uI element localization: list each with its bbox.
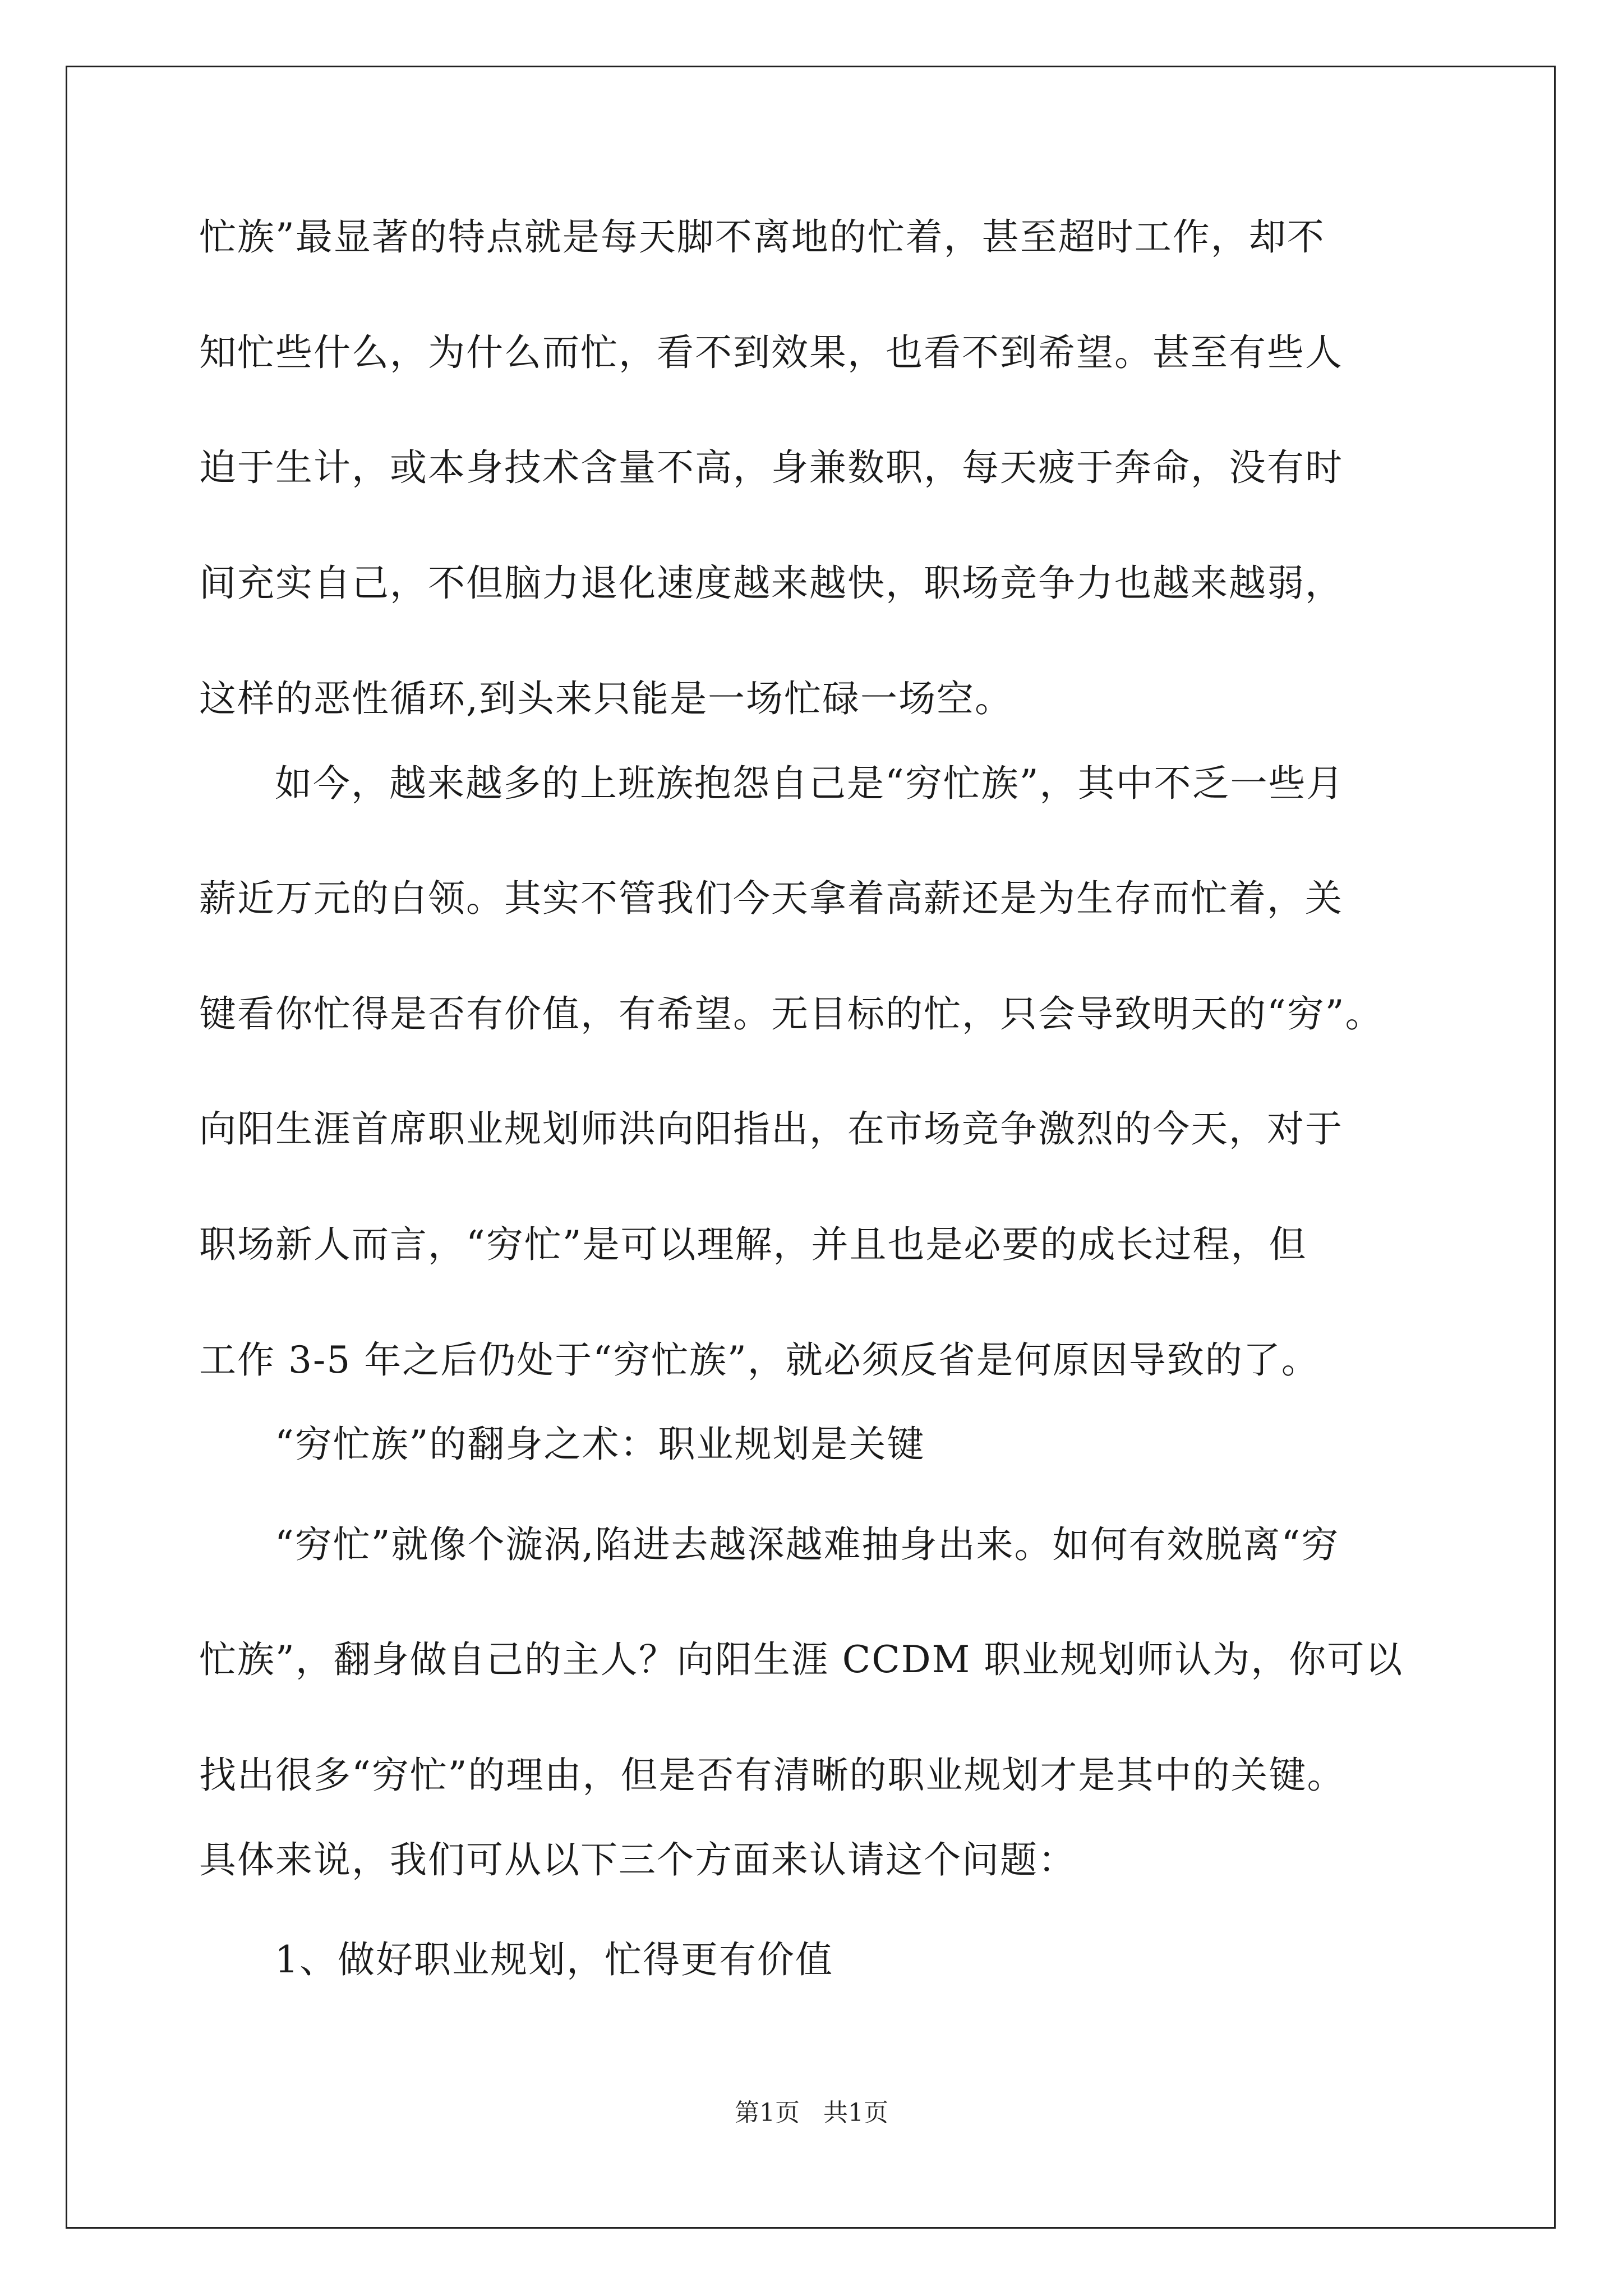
text-line: 忙族”最显著的特点就是每天脚不离地的忙着，甚至超时工作，却不: [199, 215, 1325, 259]
text-line: 职场新人而言，“穷忙”是可以理解，并且也是必要的成长过程，但: [199, 1223, 1307, 1266]
text-line: 工作 3-5 年之后仍处于“穷忙族”，就必须反省是何原因导致的了。: [199, 1338, 1320, 1382]
text-line: 知忙些什么，为什么而忙，看不到效果，也看不到希望。甚至有些人: [199, 331, 1343, 374]
text-line: 迫于生计，或本身技术含量不高，身兼数职，每天疲于奔命，没有时: [199, 446, 1343, 489]
text-line: 这样的恶性循环,到头来只能是一场忙碌一场空。: [199, 677, 1013, 720]
page-footer: 第1页 共1页: [735, 2099, 888, 2127]
text-line: “穷忙”就像个漩涡,陷进去越深越难抽身出来。如何有效脱离“穷: [275, 1523, 1340, 1566]
text-line: 如今，越来越多的上班族抱怨自己是“穷忙族”，其中不乏一些月: [275, 762, 1345, 805]
text-line: 薪近万元的白领。其实不管我们今天拿着高薪还是为生存而忙着，关: [199, 877, 1343, 920]
text-line: 键看你忙得是否有价值，有希望。无目标的忙，只会导致明天的“穷”。: [199, 992, 1384, 1036]
text-line: 向阳生涯首席职业规划师洪向阳指出，在市场竞争激烈的今天，对于: [199, 1107, 1343, 1151]
list-item-heading: 1、做好职业规划，忙得更有价值: [275, 1938, 833, 1981]
text-line: 具体来说，我们可从以下三个方面来认请这个问题：: [199, 1838, 1076, 1881]
text-line: 间充实自己，不但脑力退化速度越来越快，职场竞争力也越来越弱，: [199, 562, 1343, 605]
section-heading: “穷忙族”的翻身之术：职业规划是关键: [275, 1423, 925, 1466]
text-line: 找出很多“穷忙”的理由，但是否有清晰的职业规划才是其中的关键。: [199, 1754, 1345, 1797]
text-line: 忙族”，翻身做自己的主人？向阳生涯 CCDM 职业规划师认为，你可以: [199, 1638, 1404, 1681]
